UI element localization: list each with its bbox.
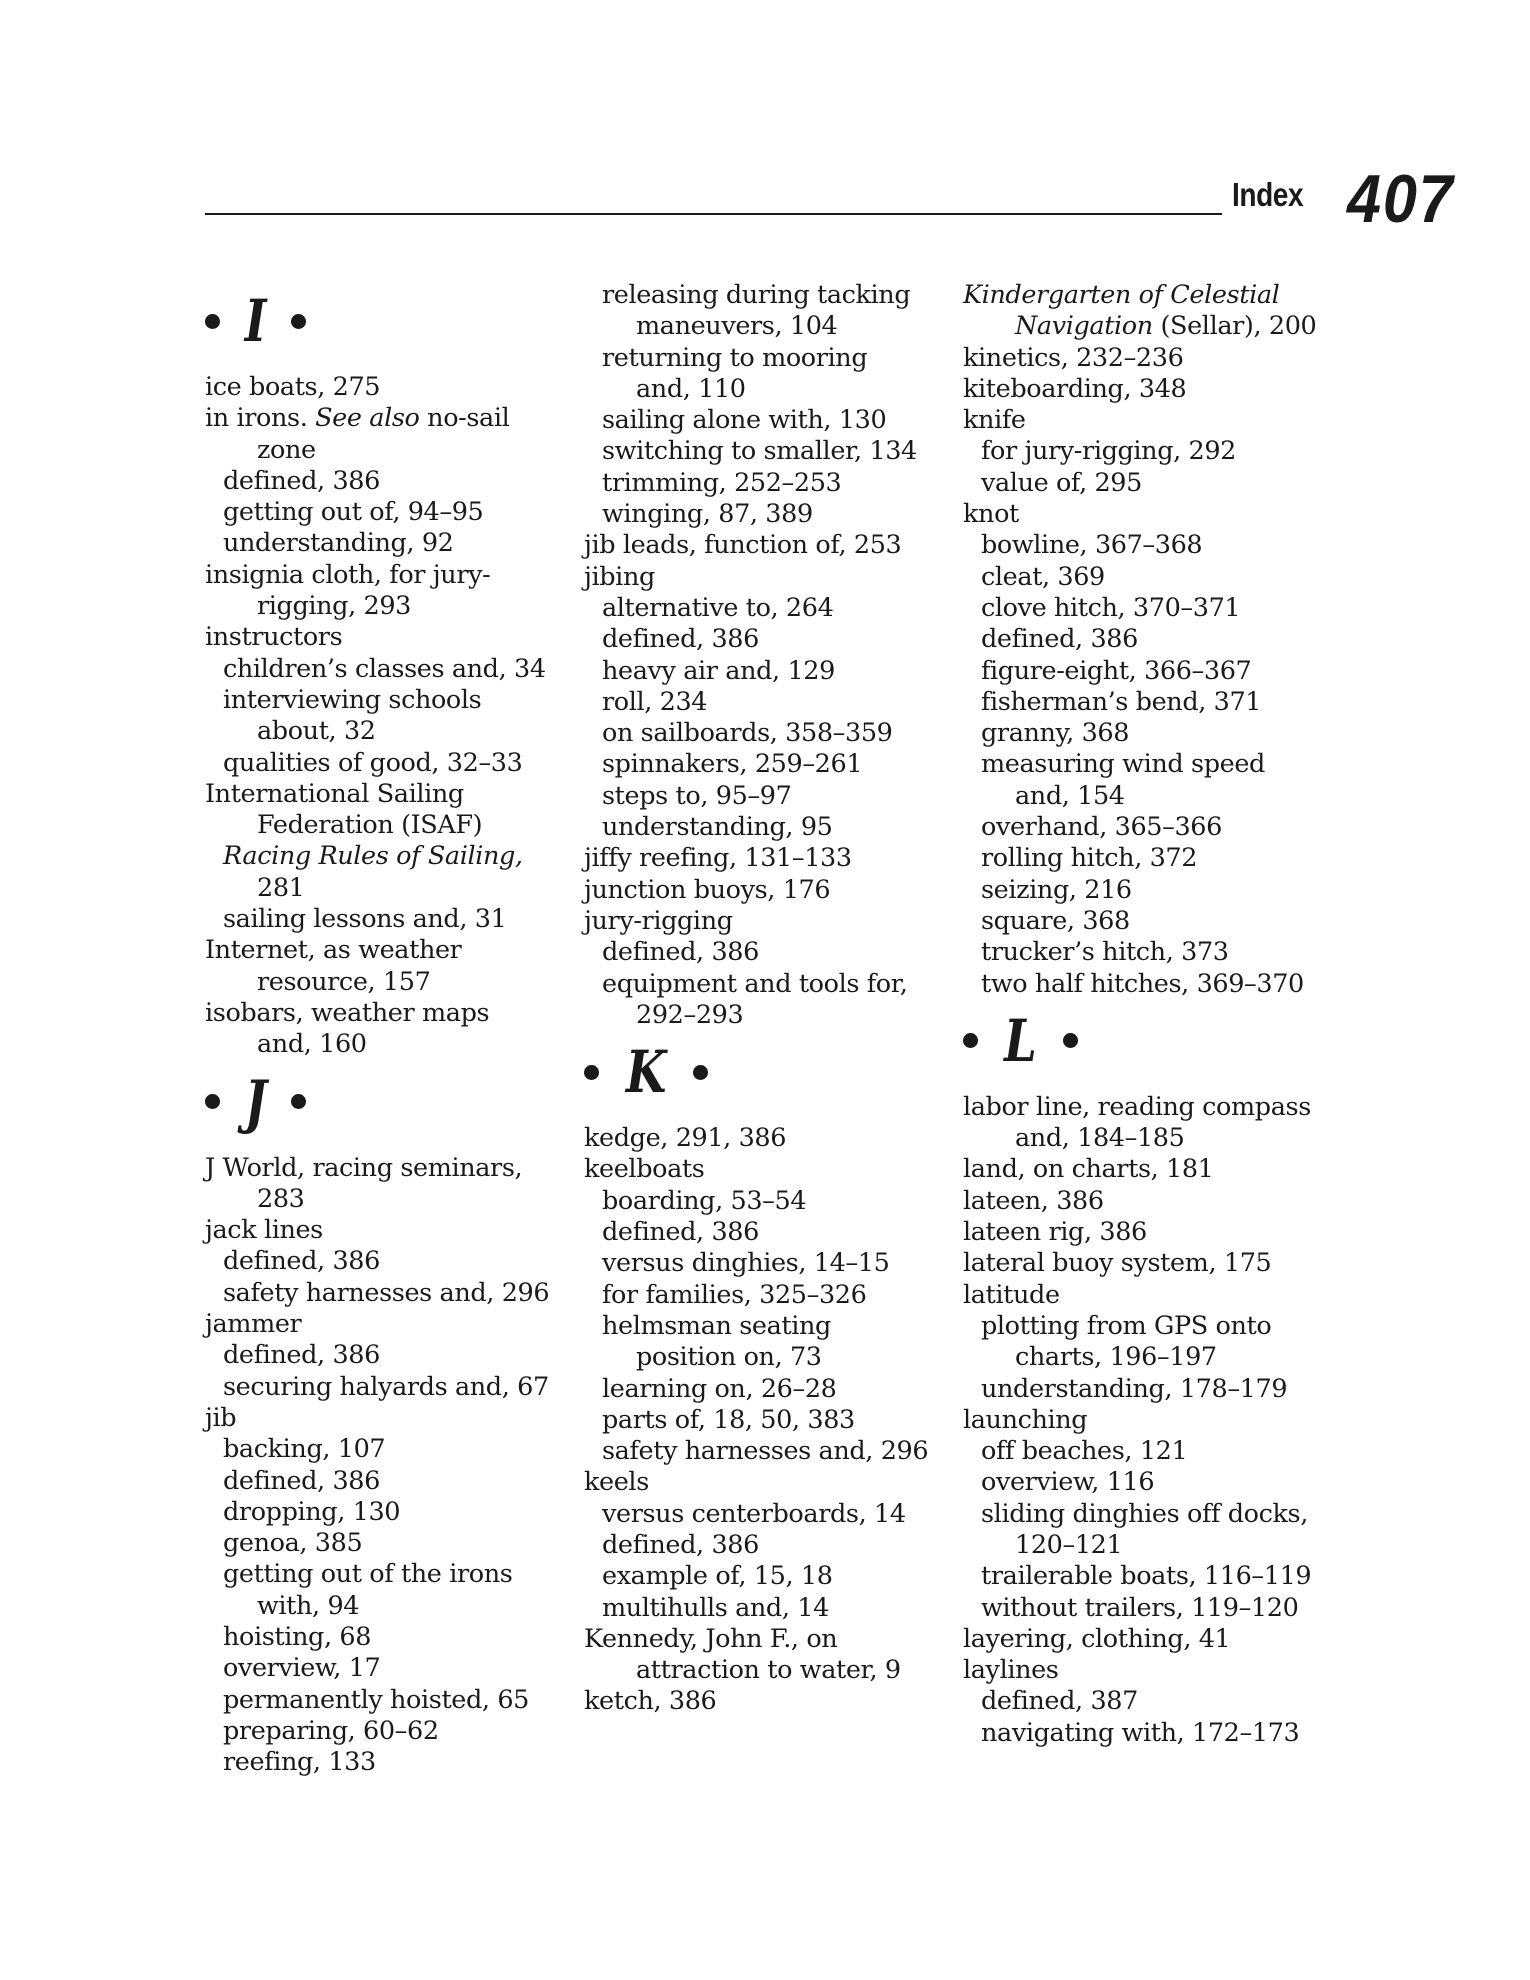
header-rule bbox=[205, 213, 1222, 215]
index-subentry: trailerable boats, 116–119 bbox=[981, 1561, 1312, 1592]
index-subentry: switching to smaller, 134 bbox=[602, 436, 917, 467]
index-entry: ice boats, 275 bbox=[205, 372, 381, 402]
index-subentry: reefing, 133 bbox=[223, 1747, 376, 1778]
index-entry: latitude bbox=[963, 1279, 1060, 1310]
index-entry: lateen rig, 386 bbox=[963, 1217, 1147, 1248]
index-entry: labor line, reading compass bbox=[963, 1091, 1311, 1122]
index-subentry: two half hitches, 369–370 bbox=[981, 968, 1304, 999]
index-entry-continuation: with, 94 bbox=[257, 1590, 360, 1621]
index-subentry: defined, 386 bbox=[981, 624, 1138, 655]
index-subentry: permanently hoisted, 65 bbox=[223, 1684, 529, 1715]
index-entry-continuation: about, 32 bbox=[257, 716, 376, 747]
index-subentry: defined, 386 bbox=[223, 1465, 380, 1496]
index-entry-continuation: 292–293 bbox=[636, 999, 744, 1030]
index-entry: launching bbox=[963, 1404, 1088, 1435]
index-entry: knot bbox=[963, 499, 1019, 530]
index-entry: jib leads, function of, 253 bbox=[584, 530, 902, 561]
index-subentry: clove hitch, 370–371 bbox=[981, 592, 1241, 623]
index-subentry: getting out of, 94–95 bbox=[223, 497, 484, 528]
index-subentry: heavy air and, 129 bbox=[602, 655, 835, 686]
letter-heading-i bbox=[205, 288, 575, 354]
letter-heading-text: J bbox=[244, 1067, 267, 1136]
index-subentry: overhand, 365–366 bbox=[981, 812, 1222, 843]
index-entry-text: in irons. bbox=[205, 403, 316, 434]
index-subentry: children’s classes and, 34 bbox=[223, 653, 546, 684]
index-column-2 bbox=[584, 280, 954, 1718]
index-subentry: Racing Rules of Sailing, bbox=[223, 841, 523, 872]
index-subentry: hoisting, 68 bbox=[223, 1621, 372, 1652]
index-entry-text: See also bbox=[315, 403, 420, 434]
index-entry: isobars, weather maps bbox=[205, 997, 490, 1028]
index-subentry: for families, 325–326 bbox=[602, 1279, 867, 1310]
index-subentry: qualities of good, 32–33 bbox=[223, 747, 523, 778]
index-subentry: spinnakers, 259–261 bbox=[602, 749, 863, 780]
index-subentry: backing, 107 bbox=[223, 1434, 386, 1465]
index-subentry: safety harnesses and, 296 bbox=[223, 1277, 550, 1308]
bullet-dot bbox=[291, 314, 306, 329]
index-subentry: trucker’s hitch, 373 bbox=[981, 937, 1229, 968]
index-entry: jib bbox=[205, 1402, 237, 1433]
index-entry-continuation bbox=[963, 311, 1333, 342]
letter-heading-l bbox=[963, 1008, 1333, 1074]
index-entry: knife bbox=[963, 405, 1026, 436]
index-subentry: figure-eight, 366–367 bbox=[981, 655, 1252, 686]
index-entry-text: Navigation bbox=[1015, 311, 1153, 342]
index-subentry: versus dinghies, 14–15 bbox=[602, 1248, 890, 1279]
index-subentry: boarding, 53–54 bbox=[602, 1185, 807, 1216]
index-subentry: defined, 386 bbox=[223, 1246, 380, 1277]
index-subentry: bowline, 367–368 bbox=[981, 530, 1203, 561]
index-subentry: genoa, 385 bbox=[223, 1528, 363, 1559]
index-entry: laylines bbox=[963, 1655, 1059, 1686]
bullet-dot bbox=[584, 1065, 599, 1080]
index-subentry: sailing alone with, 130 bbox=[602, 405, 887, 436]
letter-heading-k bbox=[584, 1039, 954, 1105]
index-subentry: seizing, 216 bbox=[981, 874, 1132, 905]
index-subentry: helmsman seating bbox=[602, 1310, 831, 1341]
bullet-dot bbox=[291, 1094, 306, 1109]
index-subentry: defined, 386 bbox=[602, 624, 759, 655]
index-subentry: multihulls and, 14 bbox=[602, 1592, 829, 1623]
index-entry: jury-rigging bbox=[584, 905, 733, 936]
index-subentry: roll, 234 bbox=[602, 686, 708, 717]
index-entry-continuation: and, 184–185 bbox=[1015, 1123, 1185, 1154]
bullet-dot bbox=[205, 1094, 220, 1109]
bullet-dot bbox=[205, 314, 220, 329]
index-entry-continuation: zone bbox=[257, 434, 316, 465]
index-entry: land, on charts, 181 bbox=[963, 1154, 1214, 1185]
index-subentry: defined, 386 bbox=[223, 465, 380, 496]
index-subentry: rolling hitch, 372 bbox=[981, 843, 1198, 874]
index-subentry: returning to mooring bbox=[602, 342, 868, 373]
index-subentry: equipment and tools for, bbox=[602, 968, 908, 999]
index-subentry: steps to, 95–97 bbox=[602, 780, 792, 811]
bullet-dot bbox=[963, 1033, 978, 1048]
index-entry: kinetics, 232–236 bbox=[963, 342, 1184, 373]
index-subentry: understanding, 178–179 bbox=[981, 1373, 1288, 1404]
letter-heading-j bbox=[205, 1069, 575, 1135]
index-subentry: dropping, 130 bbox=[223, 1496, 401, 1527]
index-entry-continuation: position on, 73 bbox=[636, 1342, 822, 1373]
index-subentry: releasing during tacking bbox=[602, 280, 911, 310]
index-column-3 bbox=[963, 280, 1333, 1749]
index-entry: jammer bbox=[205, 1309, 302, 1340]
index-entry: lateral buoy system, 175 bbox=[963, 1248, 1272, 1279]
index-entry: J World, racing seminars, bbox=[205, 1152, 523, 1183]
index-subentry: square, 368 bbox=[981, 905, 1130, 936]
index-entry: Kennedy, John F., on bbox=[584, 1623, 838, 1654]
running-head: Index bbox=[1232, 176, 1304, 213]
index-entry: jiffy reefing, 131–133 bbox=[584, 843, 852, 874]
letter-heading-text: K bbox=[626, 1038, 667, 1107]
index-entry: insignia cloth, for jury- bbox=[205, 559, 491, 590]
index-subentry: defined, 386 bbox=[223, 1340, 380, 1371]
index-subentry: value of, 295 bbox=[981, 467, 1142, 498]
index-subentry: understanding, 92 bbox=[223, 528, 454, 559]
index-subentry: off beaches, 121 bbox=[981, 1436, 1188, 1467]
index-subentry: overview, 17 bbox=[223, 1653, 381, 1684]
index-subentry: defined, 386 bbox=[602, 1217, 759, 1248]
index-subentry: trimming, 252–253 bbox=[602, 467, 842, 498]
index-entry: keels bbox=[584, 1467, 649, 1498]
index-subentry: without trailers, 119–120 bbox=[981, 1592, 1299, 1623]
index-subentry: for jury-rigging, 292 bbox=[981, 436, 1237, 467]
index-entry-continuation: 283 bbox=[257, 1183, 305, 1214]
index-subentry: overview, 116 bbox=[981, 1467, 1155, 1498]
index-entry: layering, clothing, 41 bbox=[963, 1623, 1231, 1654]
index-subentry: navigating with, 172–173 bbox=[981, 1717, 1300, 1748]
index-entry: ketch, 386 bbox=[584, 1686, 717, 1717]
index-entry: kiteboarding, 348 bbox=[963, 373, 1187, 404]
index-subentry: granny, 368 bbox=[981, 718, 1130, 749]
index-subentry: getting out of the irons bbox=[223, 1559, 513, 1590]
page-number: 407 bbox=[1347, 161, 1455, 237]
index-entry-continuation: and, 160 bbox=[257, 1029, 367, 1060]
index-subentry: on sailboards, 358–359 bbox=[602, 718, 893, 749]
index-subentry: parts of, 18, 50, 383 bbox=[602, 1404, 855, 1435]
index-entry-continuation: resource, 157 bbox=[257, 966, 431, 997]
index-entry-text: no-sail bbox=[419, 403, 510, 434]
index-subentry: versus centerboards, 14 bbox=[602, 1498, 906, 1529]
index-subentry: cleat, 369 bbox=[981, 561, 1105, 592]
index-entry-continuation: charts, 196–197 bbox=[1015, 1342, 1217, 1373]
index-entry: lateen, 386 bbox=[963, 1185, 1104, 1216]
index-subentry: alternative to, 264 bbox=[602, 592, 834, 623]
index-entry-continuation: rigging, 293 bbox=[257, 591, 411, 622]
index-entry: International Sailing bbox=[205, 778, 464, 809]
index-entry-continuation: 281 bbox=[257, 872, 305, 903]
index-entry: junction buoys, 176 bbox=[584, 874, 831, 905]
index-subentry: defined, 386 bbox=[602, 937, 759, 968]
letter-heading-text: I bbox=[244, 287, 267, 355]
index-entry-continuation: attraction to water, 9 bbox=[636, 1655, 901, 1686]
index-subentry: measuring wind speed bbox=[981, 749, 1265, 780]
index-subentry: defined, 386 bbox=[602, 1529, 759, 1560]
index-subentry: sailing lessons and, 31 bbox=[223, 904, 507, 935]
index-subentry: safety harnesses and, 296 bbox=[602, 1436, 929, 1467]
index-subentry: understanding, 95 bbox=[602, 812, 833, 843]
bullet-dot bbox=[693, 1065, 708, 1080]
index-entry: keelboats bbox=[584, 1154, 705, 1185]
index-entry: jack lines bbox=[205, 1215, 323, 1246]
index-entry: jibing bbox=[584, 561, 655, 592]
index-entry: Kindergarten of Celestial bbox=[963, 280, 1280, 310]
index-entry bbox=[205, 403, 575, 434]
letter-heading-text: L bbox=[1004, 1006, 1037, 1075]
index-entry-continuation: maneuvers, 104 bbox=[636, 311, 838, 342]
index-subentry: securing halyards and, 67 bbox=[223, 1371, 549, 1402]
index-subentry: winging, 87, 389 bbox=[602, 499, 813, 530]
index-subentry: fisherman’s bend, 371 bbox=[981, 686, 1262, 717]
index-subentry: preparing, 60–62 bbox=[223, 1715, 439, 1746]
index-column-1 bbox=[205, 280, 575, 1778]
index-subentry: plotting from GPS onto bbox=[981, 1310, 1272, 1341]
index-entry-text: (Sellar), 200 bbox=[1152, 311, 1317, 342]
index-entry: Internet, as weather bbox=[205, 935, 462, 966]
index-entry-continuation: and, 154 bbox=[1015, 780, 1125, 811]
index-subentry: example of, 15, 18 bbox=[602, 1561, 833, 1592]
index-entry: instructors bbox=[205, 622, 343, 653]
index-subentry: defined, 387 bbox=[981, 1686, 1138, 1717]
index-entry: kedge, 291, 386 bbox=[584, 1123, 787, 1154]
index-entry-continuation: 120–121 bbox=[1015, 1529, 1123, 1560]
index-subentry: learning on, 26–28 bbox=[602, 1373, 837, 1404]
index-subentry: interviewing schools bbox=[223, 684, 482, 715]
index-subentry: sliding dinghies off docks, bbox=[981, 1498, 1308, 1529]
index-entry-continuation: and, 110 bbox=[636, 373, 746, 404]
index-entry-continuation: Federation (ISAF) bbox=[257, 810, 483, 841]
bullet-dot bbox=[1063, 1033, 1078, 1048]
